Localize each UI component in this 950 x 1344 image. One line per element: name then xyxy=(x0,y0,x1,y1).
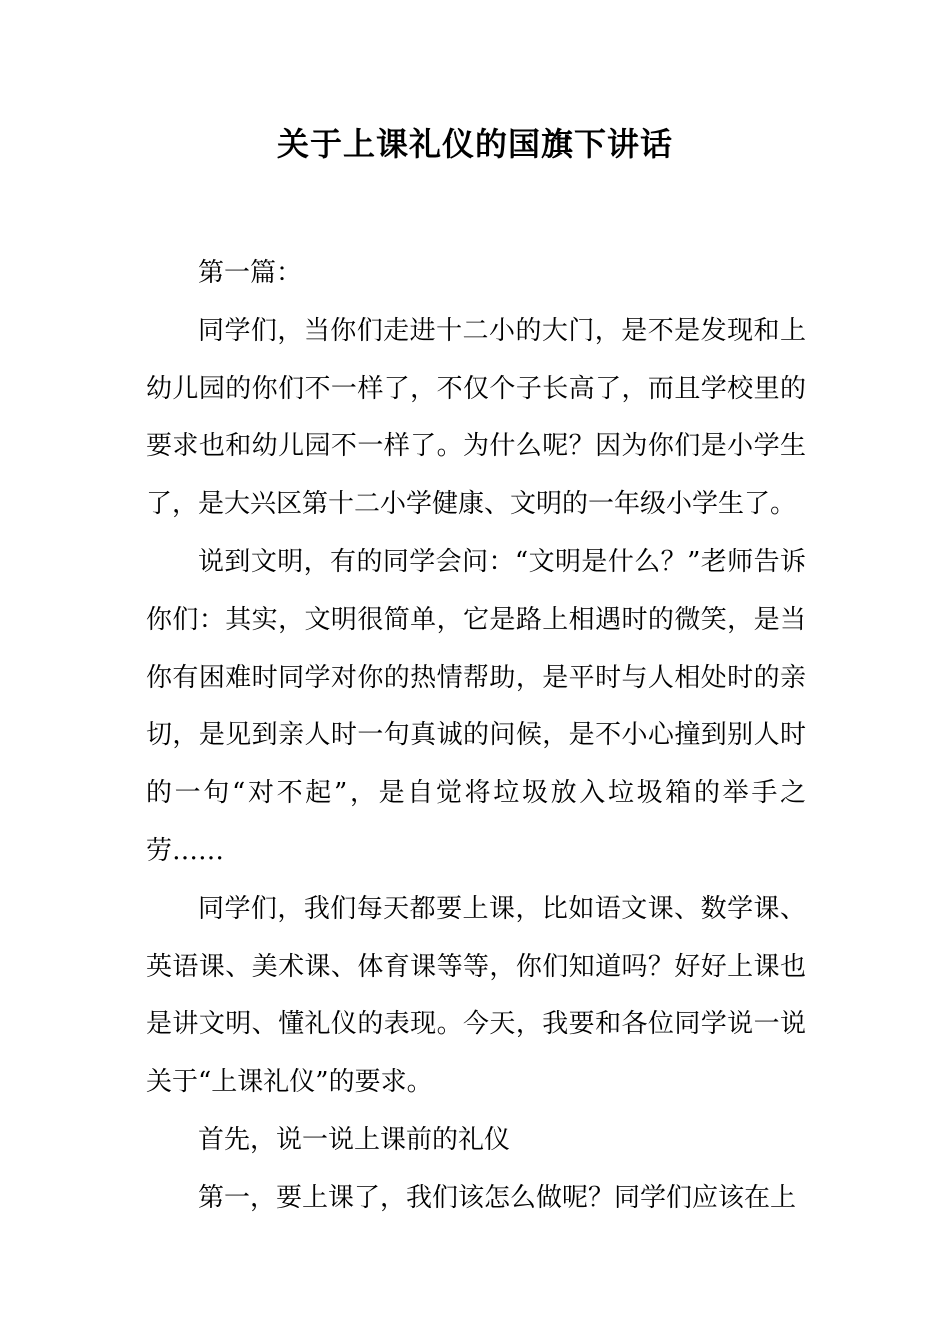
paragraph: 首先，说一说上课前的礼仪 xyxy=(198,1124,511,1155)
paragraph: 同学们，我们每天都要上课，比如语文课、数学课、英语课、美术课、体育课等等，你们知道吗？好好上课也是讲文明、懂礼仪的表现。今天，我要和各位同学说一说关于“上课礼仪”的要求。 xyxy=(146,893,806,1098)
paragraph: 第一篇： xyxy=(198,258,303,288)
paragraph: 第一，要上课了，我们该怎么做呢？同学们应该在上 xyxy=(198,1182,797,1213)
paragraph: 同学们，当你们走进十二小的大门，是不是发现和上幼儿园的你们不一样了，不仅个子长高了，而且学校里的要求也和幼儿园不一样了。为什么呢？因为你们是小学生了，是大兴区第十二小学健康、文明的一年级小学生了。 xyxy=(146,315,806,520)
document-title: 关于上课礼仪的国旗下讲话 xyxy=(276,125,673,163)
document-body xyxy=(146,245,806,1228)
paragraph: 说到文明，有的同学会问：“文明是什么？”老师告诉你们：其实，文明很简单，它是路上相遇时的微笑，是当你有困难时同学对你的热情帮助，是平时与人相处时的亲切，是见到亲人时一句真诚的问候，是不小心撞到别人时的一句“对不起”，是自觉将垃圾放入垃圾箱的举手之劳…… xyxy=(146,546,806,866)
